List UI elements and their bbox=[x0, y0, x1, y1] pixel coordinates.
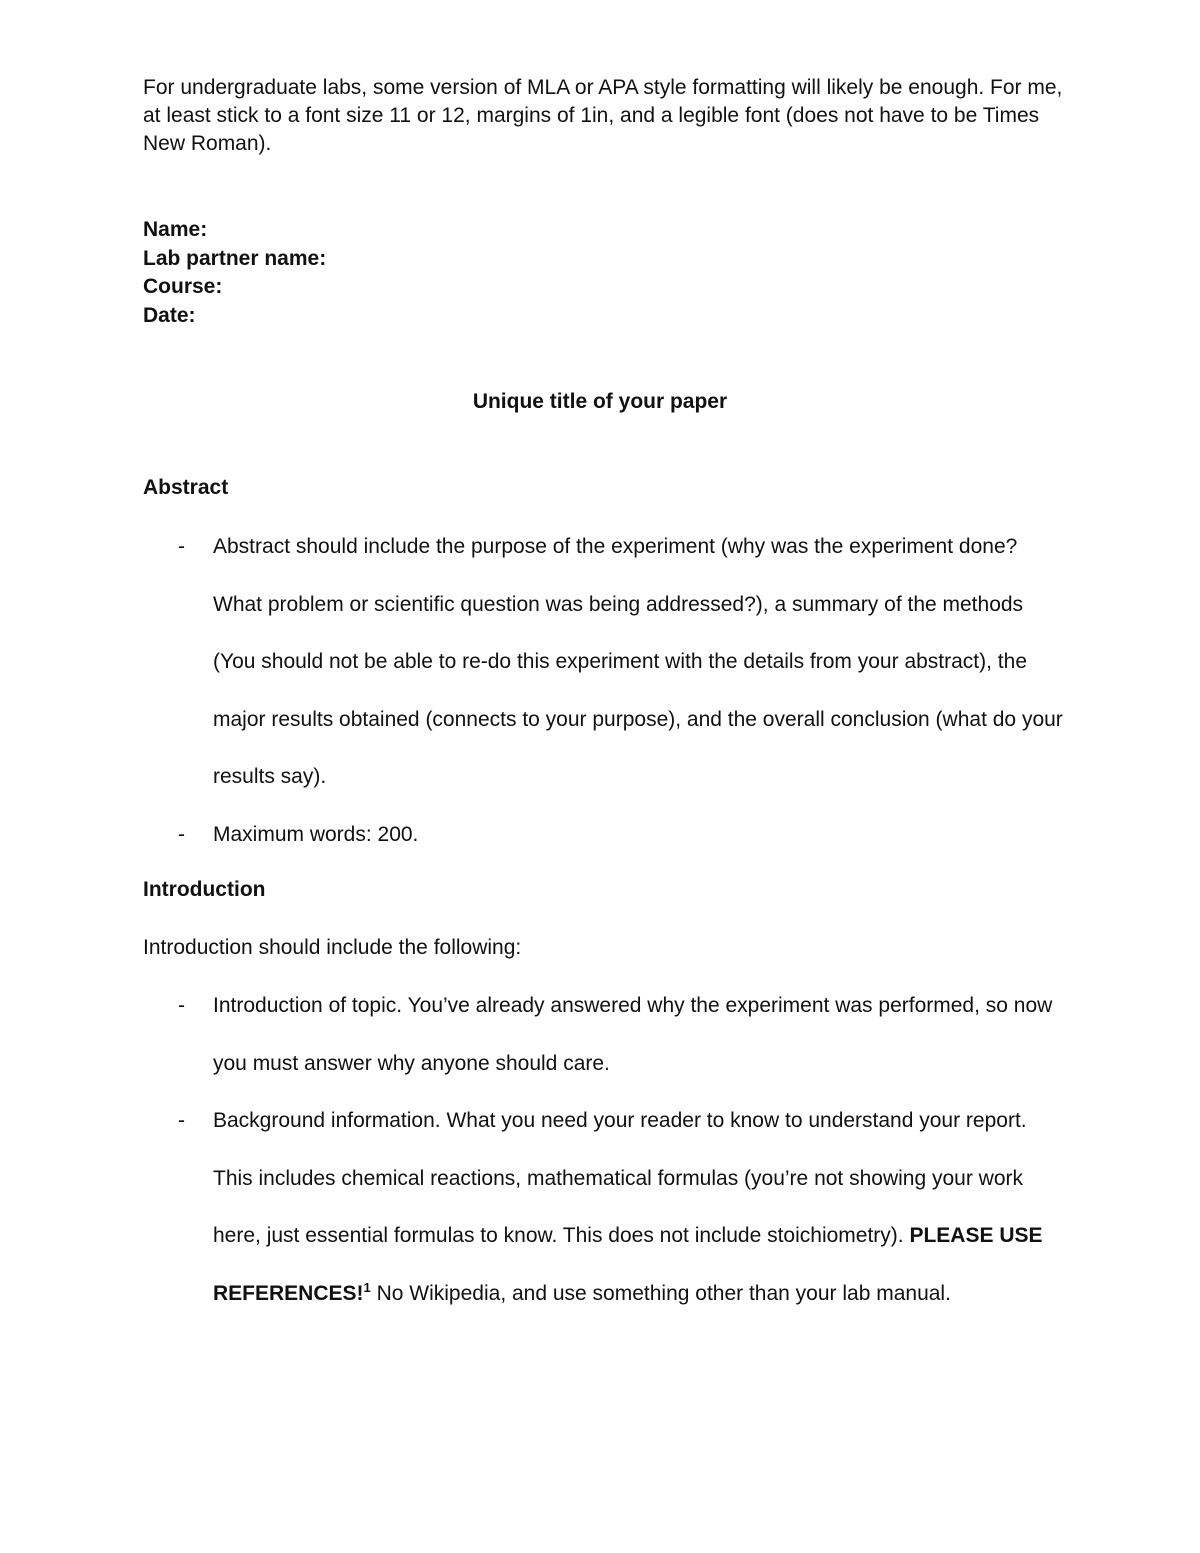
introduction-lead: Introduction should include the following: bbox=[143, 936, 522, 959]
footnote-marker: 1 bbox=[363, 1279, 371, 1295]
dash-bullet-icon: - bbox=[178, 822, 185, 846]
abstract-bullet-list bbox=[143, 518, 1068, 863]
lab-partner-field-label: Lab partner name: bbox=[143, 246, 327, 270]
dash-bullet-icon: - bbox=[178, 1109, 185, 1132]
introduction-bullet-text: Introduction of topic. You’ve already answered why the experiment was performed, so now you must answer why anyone should care. bbox=[213, 994, 1053, 1075]
header-fields bbox=[143, 216, 326, 330]
name-field-label: Name: bbox=[143, 218, 208, 241]
list-item bbox=[143, 977, 1068, 1092]
references-note: No Wikipedia, and use something other than your lab manual. bbox=[370, 1281, 951, 1305]
course-field-label: Course: bbox=[143, 275, 223, 298]
list-item bbox=[143, 518, 1068, 806]
paper-title: Unique title of your paper bbox=[472, 390, 728, 413]
introduction-bullet-text: Background information. What you need your reader to know to understand your report. This includes chemical reactions, mathematical formulas (you’re not showing your work here, just essential formulas to know. This does not include stoichiometry). bbox=[213, 1109, 1027, 1247]
dash-bullet-icon: - bbox=[178, 535, 185, 558]
dash-bullet-icon: - bbox=[178, 994, 185, 1017]
abstract-bullet-text: Abstract should include the purpose of the experiment (why was the experiment done? What problem or scientific question was being addressed?), a summary of the methods (You should not be able to re-do this experiment with the details from your abstract), the major results obtained (connects to your purpose), and the overall conclusion (what do your results say). bbox=[213, 535, 1063, 788]
abstract-heading: Abstract bbox=[143, 476, 229, 499]
abstract-bullet-text: Maximum words: 200. bbox=[213, 822, 419, 846]
list-item bbox=[143, 1092, 1068, 1322]
formatting-note: For undergraduate labs, some version of MLA or APA style formatting will likely be enough. For me, at least stick to a font size 11 or 12, margins of 1in, and a legible font (does not have to be Times New Roman). bbox=[143, 76, 1063, 155]
introduction-bullet-list bbox=[143, 977, 1068, 1322]
introduction-heading: Introduction bbox=[143, 878, 266, 901]
list-item bbox=[143, 806, 1068, 864]
references-emphasis: PLEASE USE REFERENCES! bbox=[213, 1224, 1043, 1305]
date-field-label: Date: bbox=[143, 303, 196, 327]
